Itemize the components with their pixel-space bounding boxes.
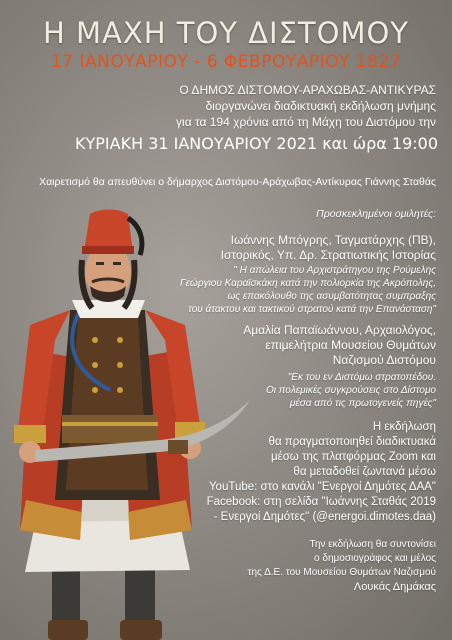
speaker-2-talk-line-3: μέσα από τις πρωτογενείς πηγές": [289, 398, 436, 409]
speaker-1-name-1: Ιωάννης Μπόγρης, Ταγματάρχης (ΠΒ),: [230, 233, 436, 247]
speaker-1: [136, 233, 436, 316]
broadcast-line-2: θα πραγματοποιηθεί διαδικτυακά: [268, 436, 436, 448]
facebook-page-line-1: Facebook: στη σελίδα "Ιωάννης Σταθάς 2019: [206, 496, 436, 508]
speaker-2-talk: [136, 371, 436, 410]
coordinator-name: Λουκάς Δημάκας: [353, 581, 436, 593]
event-dates: 17 ΙΑΝΟΥΑΡΙΟΥ - 6 ΦΕΒΡΟΥΑΡΙΟΥ 1827: [50, 52, 402, 72]
speaker-2-name-2: επιμελήτρια Μουσείου Θυμάτων: [265, 338, 436, 352]
youtube-channel: YouTube: στο κανάλι "Ενεργοί Δημότες ΔΑΑ": [208, 481, 436, 493]
event-day: ΚΥΡΙΑΚΗ 31 ΙΑΝΟΥΑΡΙΟΥ 2021: [75, 134, 318, 153]
facebook-page-line-2: - Ενεργοί Δημότες" (@energoi.dimotes.daa): [213, 511, 436, 523]
speaker-1-talk-line-3: ως επακόλουθο της ασυμβατότητας συμπραξης: [227, 291, 436, 302]
coordinator-line-2: ο δημοσιογράφος και μέλος: [314, 553, 436, 564]
coordinator-info: [136, 538, 436, 594]
speaker-1-talk-line-4: του άτακτου και τακτικού στρατού κατά την Επανάσταση": [188, 304, 436, 315]
broadcast-info: [136, 420, 436, 525]
event-time: και ώρα 19:00: [322, 134, 438, 153]
speaker-1-talk-line-2: Γεώργιου Καραϊσκάκη κατά την πολιορκία της Ακρόπολης,: [179, 278, 436, 289]
speaker-2-name-3: Ναζισμού Διστόμου: [332, 353, 436, 367]
speaker-2-name-1: Αμαλία Παπαϊωάννου, Αρχαιολόγος,: [243, 323, 436, 337]
greeting-text: Χαιρετισμό θα απευθύνει ο δήμαρχος Διστόμου-Αράχωβας-Αντίκυρας Γιάννης Σταθάς: [39, 176, 436, 188]
broadcast-line-4: θα μεταδοθεί ζωντανά μέσω: [293, 466, 436, 478]
organizer-line-1: Ο ΔΗΜΟΣ ΔΙΣΤΟΜΟΥ-ΑΡΑΧΩΒΑΣ-ΑΝΤΙΚΥΡΑΣ: [179, 83, 436, 97]
organizer-line-2: διοργανώνει διαδικτυακή εκδήλωση μνήμης: [205, 99, 436, 113]
coordinator-line-1: Την εκδήλωση θα συντονίσει: [309, 539, 436, 550]
speaker-1-talk-line-1: " Η απώλεια του Αρχιστράτηγου της Ρούμελης: [233, 265, 436, 276]
speaker-1-talk: [136, 264, 436, 316]
speaker-1-name-2: Ιστορικός, Υπ. Δρ. Στρατιωτικής Ιστορίας: [220, 248, 436, 262]
event-date-line: [75, 134, 438, 153]
organizer-text: [176, 82, 436, 130]
organizer-line-3: για τα 194 χρόνια από τη Μάχη του Διστόμου την: [176, 115, 436, 129]
speaker-2-talk-line-2: Οι πολεμικές συγκρούσεις στο Δίστομο: [265, 385, 436, 396]
page-title: Η ΜΑΧΗ ΤΟΥ ΔΙΣΤΟΜΟΥ: [42, 16, 410, 50]
speaker-2-talk-line-1: "Εκ του εν Διστόμω στρατοπέδου.: [287, 372, 436, 383]
broadcast-line-1: Η εκδήλωση: [372, 421, 436, 433]
speaker-2: [136, 323, 436, 410]
speakers-label: Προσκεκλημένοι ομιλητές:: [316, 208, 436, 220]
broadcast-line-3: μέσω της πλατφόρμας Zoom και: [270, 451, 436, 463]
coordinator-line-3: της Δ.Ε. του Μουσείου Θυμάτων Ναζισμού: [247, 567, 436, 578]
